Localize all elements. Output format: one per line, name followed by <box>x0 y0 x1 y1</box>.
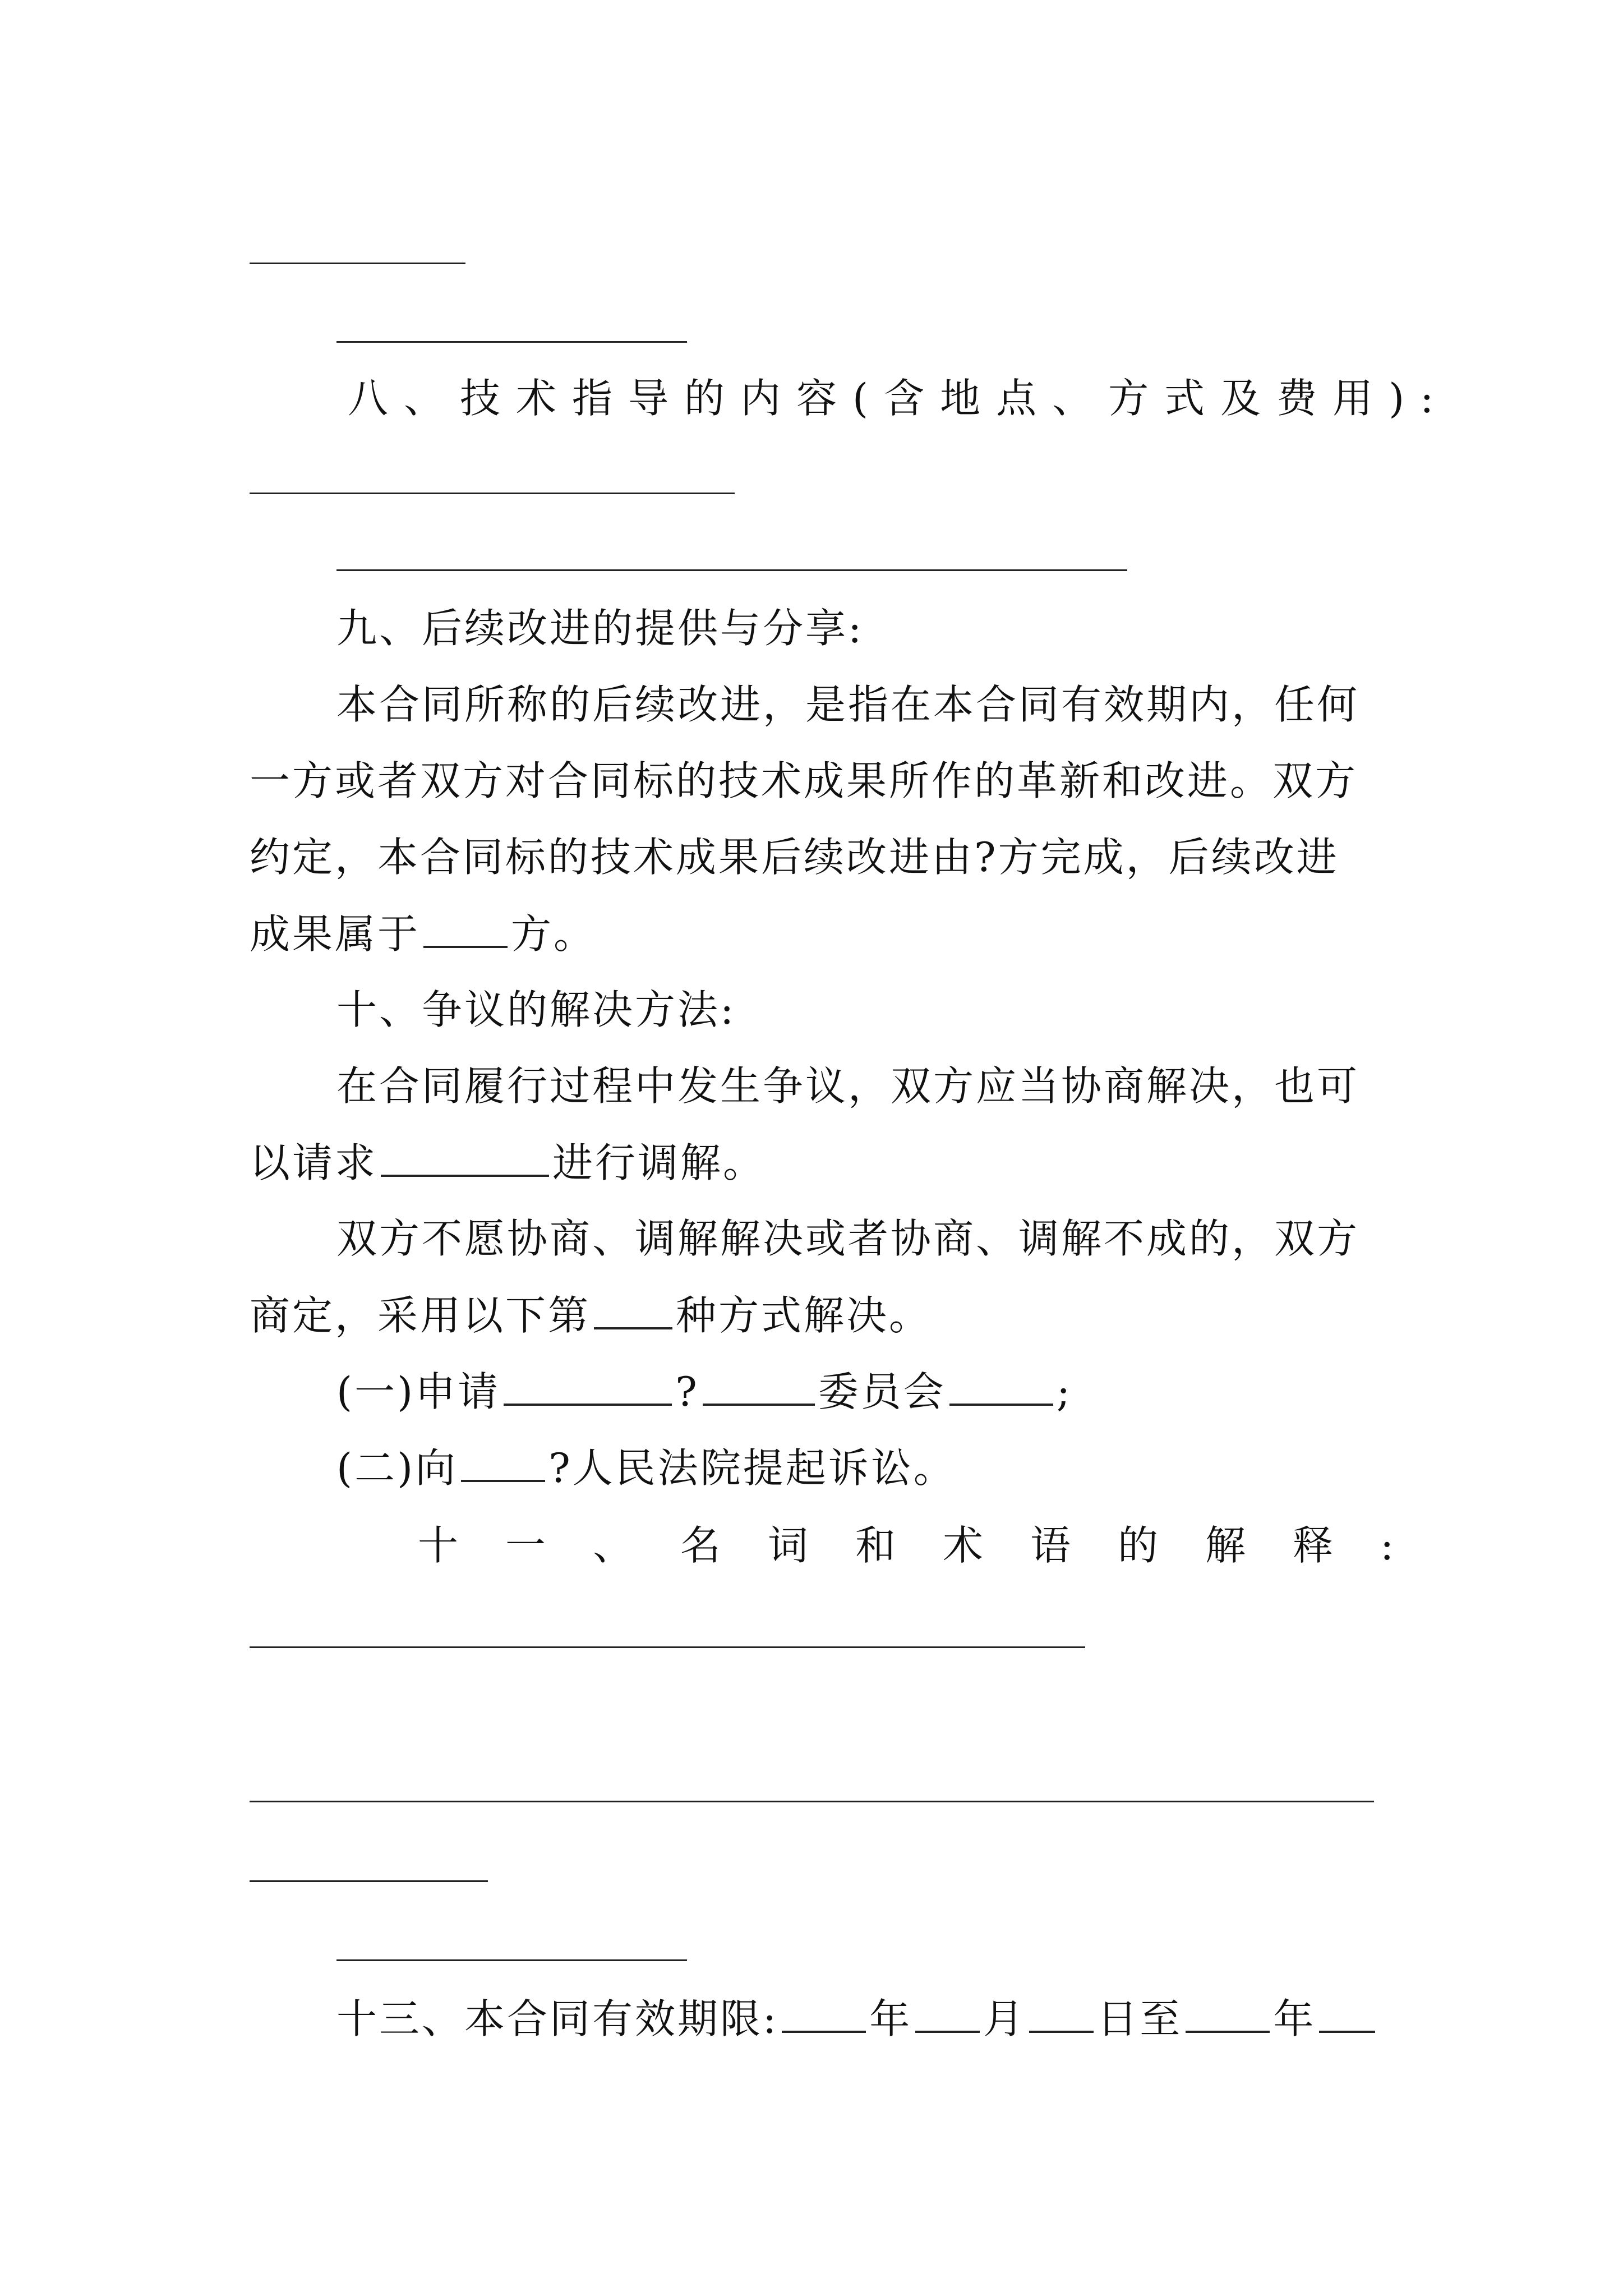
paragraph-line <box>250 1134 766 1191</box>
fill-blank <box>423 905 508 948</box>
text-fragment: 方。 <box>511 910 597 958</box>
text-fragment: (一)申请 <box>336 1368 501 1415</box>
text-fragment: 委员会 <box>818 1368 946 1415</box>
blank-line <box>250 1880 488 1882</box>
text-fragment: 商定，采用以下第 <box>250 1292 591 1339</box>
fill-blank <box>949 1363 1053 1406</box>
text-fragment: 进行调解。 <box>552 1139 766 1186</box>
text-fragment: 十三、本合同有效期限: <box>336 1995 779 2042</box>
paragraph-line <box>250 905 596 962</box>
text-fragment: ? <box>675 1368 699 1415</box>
paragraph-line: 在合同履行过程中发生争议，双方应当协商解决，也可 <box>336 1062 1360 1110</box>
blank-line <box>336 341 687 343</box>
fill-blank <box>782 1990 866 2033</box>
fill-blank <box>504 1363 672 1406</box>
section-11-heading: 十一、名词和术语的解释: <box>418 1522 1441 1569</box>
text-fragment: 种方式解决。 <box>676 1292 932 1339</box>
fill-blank <box>703 1363 815 1406</box>
section-10-heading: 十、争议的解决方法: <box>336 986 736 1033</box>
fill-blank <box>381 1134 549 1177</box>
blank-line <box>336 569 1127 571</box>
option-2-line <box>336 1439 956 1496</box>
section-8-heading: 八、技术指导的内容(含地点、方式及费用): <box>348 375 1450 422</box>
text-fragment: 以请求 <box>250 1139 378 1186</box>
text-fragment: (二)向 <box>336 1444 458 1492</box>
paragraph-line <box>250 1287 932 1343</box>
fill-blank <box>1319 1990 1375 2033</box>
text-fragment: 年 <box>869 1995 912 2042</box>
fill-blank <box>461 1439 545 1482</box>
blank-line <box>336 1959 687 1961</box>
paragraph-line: 双方不愿协商、调解解决或者协商、调解不成的，双方 <box>336 1215 1360 1262</box>
text-fragment: ; <box>1056 1368 1073 1415</box>
paragraph-line: 约定，本合同标的技术成果后续改进由?方完成，后续改进 <box>250 834 1339 881</box>
section-13-line <box>336 1990 1378 2047</box>
blank-line <box>250 493 735 494</box>
text-fragment: ?人民法院提起诉讼。 <box>548 1444 956 1492</box>
fill-blank <box>594 1287 672 1329</box>
blank-line <box>250 1801 1374 1802</box>
option-1-line <box>336 1363 1072 1420</box>
section-9-heading: 九、后续改进的提供与分享: <box>336 605 864 652</box>
fill-blank <box>1186 1990 1270 2033</box>
text-fragment: 成果属于 <box>250 910 421 958</box>
text-fragment: 日至 <box>1097 1995 1183 2042</box>
paragraph-line: 本合同所称的后续改进，是指在本合同有效期内，任何 <box>336 681 1360 728</box>
blank-line <box>250 263 465 264</box>
text-fragment: 月 <box>983 1995 1026 2042</box>
blank-line <box>250 1646 1085 1648</box>
fill-blank <box>915 1990 980 2033</box>
fill-blank <box>1029 1990 1094 2033</box>
text-fragment: 年 <box>1273 1995 1316 2042</box>
paragraph-line: 一方或者双方对合同标的技术成果所作的革新和改进。双方 <box>250 757 1358 804</box>
